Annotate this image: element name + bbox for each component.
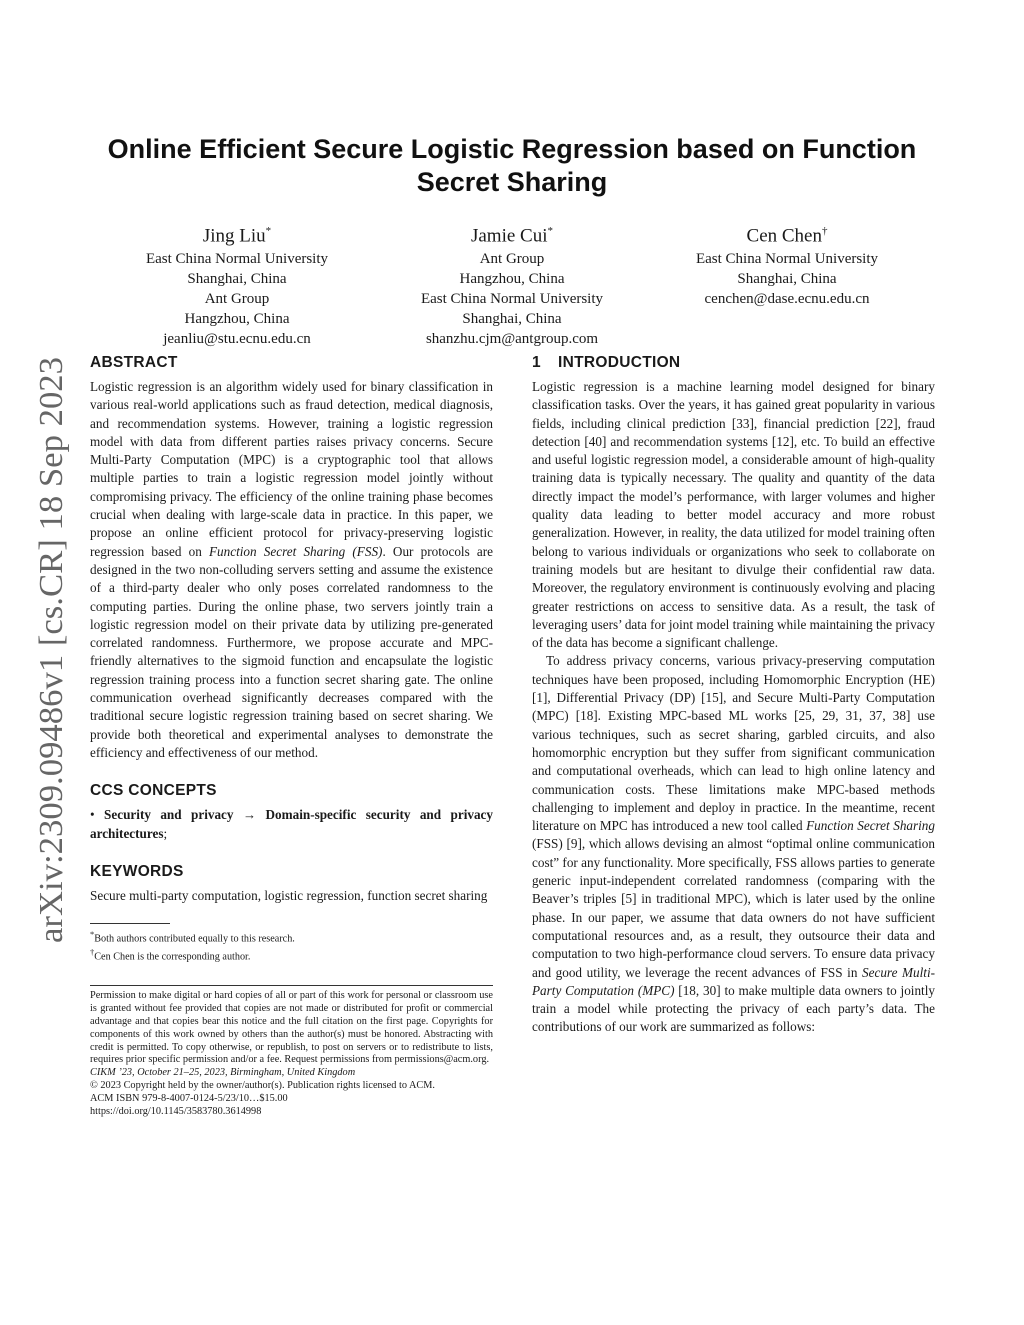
author-block-3 xyxy=(647,219,927,309)
author-block-1 xyxy=(97,219,377,349)
footnote: *Both authors contributed equally to this research. xyxy=(90,929,295,945)
ccs-heading: CCS CONCEPTS xyxy=(90,782,217,800)
ccs-concepts: • Security and privacy → Domain-specific security and privacy architectures; xyxy=(90,807,493,841)
abstract-text: Logistic regression is an algorithm widely used for binary classification in various real-world applications such as fraud detection, medical diagnosis, and recommendation systems. However, training a logistic regression model with data from different parties raises privacy concerns. Secure Multi-Party Computation (MPC) is a cryptographic tool that allows multiple parties to train a logistic regression model jointly without compromising privacy. The efficiency of the online training phase becomes crucial when dealing with large-scale data in practice. In this paper, we propose an online efficient protocol for privacy-preserving logistic regression based on Function Secret Sharing (FSS). Our protocols are designed in the two non-colluding servers setting and assume the existence of a third-party dealer who only poses correlated randomness to the computing parties. During the online phase, two servers jointly train a logistic regression model on their private data by utilizing pre-generated correlated randomness. Furthermore, we propose accurate and MPC-friendly alternatives to the sigmoid function and encapsulate the logistic regression training process into a function secret sharing gate. The online communication overhead significantly decreases compared with the traditional secure logistic regression training based on secret sharing. We provide both theoretical and experimental analyses to demonstrate the efficiency and effectiveness of our method. xyxy=(90,379,493,760)
arxiv-id: arXiv:2309.09486v1 [cs.CR] 18 Sep 2023 xyxy=(33,368,70,943)
permission-block xyxy=(90,990,493,1119)
affiliation-line: Ant Group xyxy=(479,251,545,268)
footnote: †Cen Chen is the corresponding author. xyxy=(90,946,251,962)
left-column xyxy=(90,352,493,1119)
venue: CIKM ’23, October 21–25, 2023, Birmingham, United Kingdom xyxy=(90,1067,356,1079)
affiliation-line: Shanghai, China xyxy=(187,271,287,288)
arxiv-stamp xyxy=(6,355,81,945)
author-name: Jing Liu* xyxy=(202,225,272,247)
permission-text: Permission to make digital or hard copies of all or part of this work for personal or classroom use is granted without fee provided that copies are not made or distributed for profit or commercial advantage and that copies bear this notice and the full citation on the first page. Copyrights for components of this work owned by others than the author(s) must be honored. Abstracting with credit is permitted. To copy otherwise, or republish, to post on servers or to redistribute to lists, requires prior specific permission and/or a fee. Request permissions from permissions@acm.org. xyxy=(90,989,493,1066)
intro-paragraph-1: Logistic regression is a machine learning model designed for binary classification tasks. Over the years, it has gained great popularity in various fields, including clinical prediction [33], financial prediction [22], fraud detection [40] and recommendation systems [12], etc. To build an effective and useful logistic regression model, a considerable amount of high-quality training data is typically necessary. The quality and quantity of the data directly impact the model’s performance, with larger volumes and higher quality data leading to better model accuracy and more robust generalization. However, in reality, the data utilized for model training often belong to various individuals or organizations who seek to collaborate on training models but are hesitant to divulge their confidential raw data. Moreover, the regulatory environment is continuously evolving and placing greater restrictions on access to sensitive data. As a result, the task of leveraging users’ data for joint model training while maintaining the privacy of the data has become a significant challenge. xyxy=(532,379,935,651)
right-column xyxy=(532,352,935,1037)
author-email: cenchen@dase.ecnu.edu.cn xyxy=(704,291,870,308)
footnote-rule xyxy=(90,923,170,924)
doi-link[interactable]: https://doi.org/10.1145/3583780.3614998 xyxy=(90,1106,262,1118)
author-email: jeanliu@stu.ecnu.edu.cn xyxy=(163,331,311,348)
introduction-heading: 1 INTRODUCTION xyxy=(532,354,681,371)
author-email: shanzhu.cjm@antgroup.com xyxy=(425,331,599,348)
author-block-2 xyxy=(372,219,652,349)
author-name: Jamie Cui* xyxy=(470,225,554,247)
isbn: ACM ISBN 979-8-4007-0124-5/23/10…$15.00 xyxy=(90,1093,288,1105)
affiliation-line: East China Normal University xyxy=(420,291,604,308)
affiliation-line: Ant Group xyxy=(204,291,270,308)
title-line-2: Secret Sharing xyxy=(416,167,608,197)
intro-paragraph-2: To address privacy concerns, various privacy-preserving computation techniques have been proposed, including Homomorphic Encryption (HE) [1], Differential Privacy (DP) [15], and Secure Multi-Party Computation (MPC) [18]. Existing MPC-based ML works [25, 29, 31, 37, 38] use various techniques, such as secret sharing, garbled circuits, and also homomorphic encryption but they suffer from significant communication and computational overheads, which can lead to high online latency and communication costs. These limitations make MPC-based methods challenging to implement and deploy in practice. In the meantime, recent literature on MPC has introduced a new tool called Function Secret Sharing (FSS) [9], which allows devising an almost “optimal online communication cost” for any functionality. More specifically, FSS allows parties to generate generic input-independent correlated randomness (comparing with the Beaver’s triples [5] in traditional MPC), which is later used by the online phase. In our paper, we assume that data owners do not have sufficient computational resources and, as a result, they outsource their data and computation to two high-performance cloud servers. To ensure data privacy and good utility, we leverage the recent advances of FSS in Secure Multi-Party Computation (MPC) [18, 30] to make multiple data owners to jointly train a model while protecting the privacy of each party’s data. The contributions of our work are summarized as follows: xyxy=(532,653,935,1035)
abstract-heading: ABSTRACT xyxy=(90,354,178,371)
affiliation-line: Hangzhou, China xyxy=(184,311,290,328)
author-name: Cen Chen† xyxy=(746,225,828,247)
affiliation-line: Shanghai, China xyxy=(462,311,562,328)
keywords-text: Secure multi-party computation, logistic regression, function secret sharing xyxy=(90,887,488,903)
keywords-heading: KEYWORDS xyxy=(90,862,184,880)
paper-title xyxy=(70,133,954,199)
affiliation-line: Shanghai, China xyxy=(737,271,837,288)
copyright: © 2023 Copyright held by the owner/author(s). Publication rights licensed to ACM. xyxy=(90,1080,436,1092)
permission-rule xyxy=(90,985,493,986)
title-line-1: Online Efficient Secure Logistic Regression based on Function xyxy=(107,134,917,164)
affiliation-line: East China Normal University xyxy=(695,251,879,268)
affiliation-line: East China Normal University xyxy=(145,251,329,268)
affiliation-line: Hangzhou, China xyxy=(459,271,565,288)
